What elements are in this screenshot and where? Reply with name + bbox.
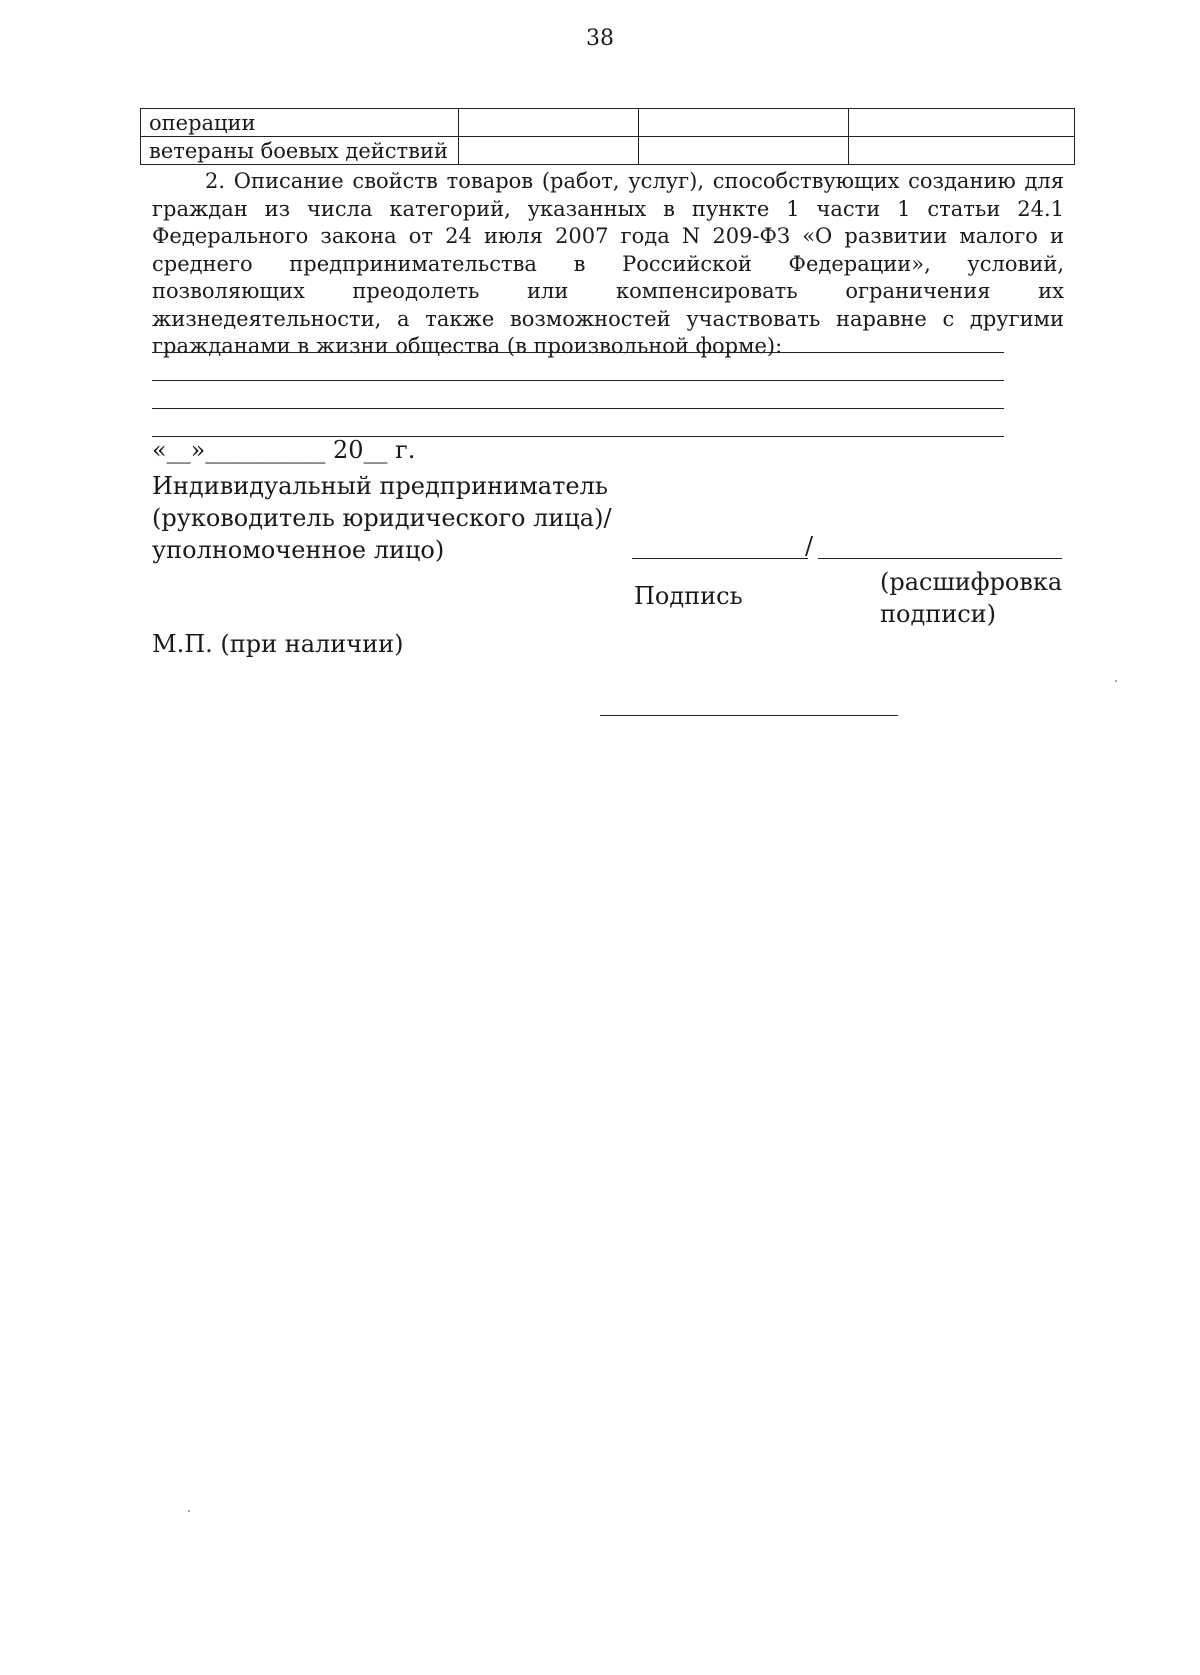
- bottom-line: [600, 715, 898, 716]
- signatory-line: Индивидуальный предприниматель: [152, 472, 608, 500]
- signature-decode-line: [818, 558, 1062, 559]
- signature-label: Подпись: [634, 582, 743, 610]
- table-cell: [849, 109, 1075, 137]
- signatory-line: уполномоченное лицо): [152, 536, 445, 564]
- table-cell-label: операции: [141, 109, 459, 137]
- table-cell: [639, 137, 849, 165]
- signature-decode-line2: подписи): [880, 600, 997, 628]
- signatory-block: [152, 470, 612, 566]
- signatory-line: (руководитель юридического лица)/: [152, 504, 612, 532]
- table-cell-label: ветераны боевых действий: [141, 137, 459, 165]
- answer-line: [152, 408, 1004, 409]
- table-row: [141, 109, 1075, 137]
- section-2-paragraph: 2. Описание свойств товаров (работ, услуг), способствующих созданию для граждан из числа категорий, указанных в пункте 1 части 1 статьи 24.1 Федерального закона от 24 июля 2007 года N 209-ФЗ «О развитии малого и среднего предпринимательства в Российской Федерации», условий, позволяющих преодолеть или компенсировать ограничения их жизнедеятельности, а также возможностей участвовать наравне с другими гражданами в жизни общества (в произвольной форме):: [152, 169, 1064, 358]
- table-cell: [459, 137, 639, 165]
- signature-decode-label: [880, 566, 1062, 630]
- table-row: [141, 137, 1075, 165]
- signature-slash: /: [805, 532, 814, 560]
- signature-line: [632, 558, 808, 559]
- table-cell: [849, 137, 1075, 165]
- table-cell: [459, 109, 639, 137]
- stamp-placeholder: М.П. (при наличии): [152, 630, 404, 658]
- answer-line: [152, 380, 1004, 381]
- scan-speck: [1115, 680, 1117, 682]
- categories-table: [140, 108, 1075, 165]
- signature-decode-line1: (расшифровка: [880, 568, 1063, 596]
- table-cell: [639, 109, 849, 137]
- answer-line: [152, 352, 1004, 353]
- page-number: 38: [586, 26, 614, 51]
- date-line: «__»__________ 20__ г.: [152, 436, 416, 464]
- scan-speck: [188, 1510, 190, 1512]
